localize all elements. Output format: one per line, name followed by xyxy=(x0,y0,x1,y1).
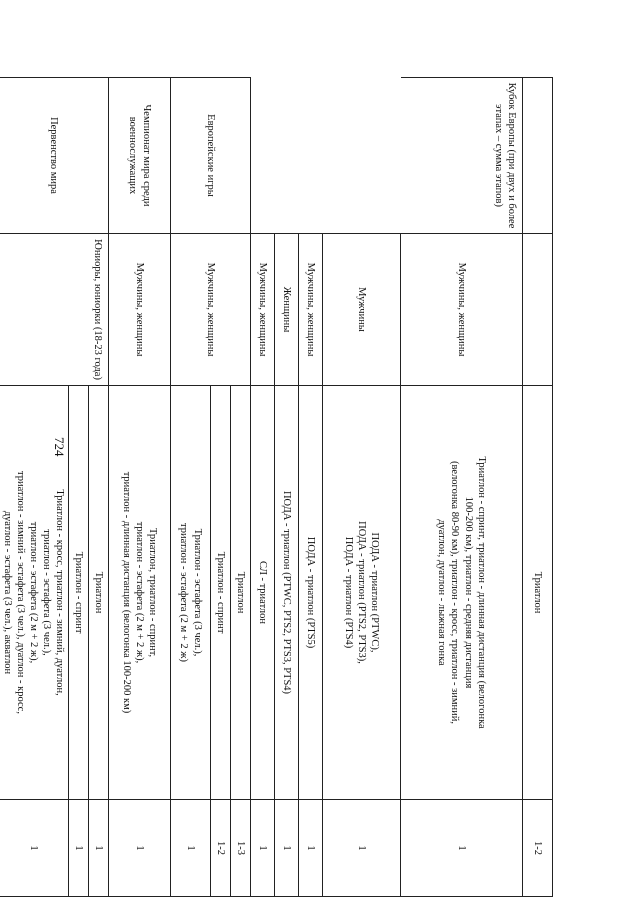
count-cell: 1 xyxy=(275,799,299,897)
discipline-cell: ПОДА - триатлон (PTWC), ПОДА - триатлон (PTS2, PTS3), ПОДА - триатлон (PTS4) xyxy=(323,385,401,799)
table-header-event xyxy=(523,77,553,233)
count-cell: 1 xyxy=(251,799,275,897)
table-header-group xyxy=(523,233,553,385)
group-cell: Мужчины, женщины xyxy=(299,233,323,385)
count-cell: 1 xyxy=(323,799,401,897)
event-cell: Европейские игры xyxy=(171,77,251,233)
discipline-cell: ПОДА - триатлон (PTS5) xyxy=(299,385,323,799)
discipline-cell: Триатлон - кросс, триатлон - зимний, дуатлон, триатлон - эстафета (3 чел.), триатлон - эстафета (2 м + 2 ж), триатлон - зимний - эстафета (3 чел.), дуатлон - кросс, дуатлон - эстафета (3 чел.), акватлон xyxy=(0,385,69,799)
count-cell: 1 xyxy=(89,799,109,897)
discipline-cell: Триатлон xyxy=(89,385,109,799)
discipline-cell: Триатлон - спринт, триатлон - длинная дистанция (велогонка 100-200 км), триатлон - средняя дистанция (велогонка 80-90 км), триатлон - кросс, триатлон - зимний, дуатлон, дуатлон - лыжная гонка xyxy=(401,385,523,799)
discipline-cell: СЛ - триатлон xyxy=(251,385,275,799)
discipline-cell: Триатлон - эстафета (3 чел.), триатлон - эстафета (2 м + 2 ж) xyxy=(171,385,211,799)
group-cell: Мужчины, женщины xyxy=(171,233,251,385)
count-cell: 1-2 xyxy=(211,799,231,897)
group-cell: Женщины xyxy=(275,233,299,385)
count-cell: 1 xyxy=(69,799,89,897)
discipline-cell: Триатлон - спринт xyxy=(211,385,231,799)
event-cell: Кубок Европы (при двух и более этапах – сумма этапов) xyxy=(401,77,523,233)
discipline-cell: Триатлон xyxy=(231,385,251,799)
count-cell: 1 xyxy=(299,799,323,897)
group-cell: Мужчины, женщины xyxy=(401,233,523,385)
count-cell: 1 xyxy=(109,799,171,897)
count-cell: 1 xyxy=(171,799,211,897)
group-cell: Мужчины, женщины xyxy=(251,233,275,385)
discipline-cell: Триатлон, триатлон - спринт, триатлон - эстафета (2 м + 2 ж), триатлон - длинная дистанция (велогонка 100-200 км) xyxy=(109,385,171,799)
group-cell: Мужчины xyxy=(323,233,401,385)
count-cell: 1 xyxy=(0,799,69,897)
discipline-cell: ПОДА - триатлон (PTWC, PTS2, PTS3, PTS4) xyxy=(275,385,299,799)
group-cell: Юниоры, юниорки (18-23 года) xyxy=(0,233,109,385)
event-cell: Первенство мира xyxy=(0,77,109,233)
page-number: 724 xyxy=(52,437,67,457)
discipline-cell: Триатлон - спринт xyxy=(69,385,89,799)
group-cell: Мужчины, женщины xyxy=(109,233,171,385)
count-cell: 1-3 xyxy=(231,799,251,897)
table-header-discipline: Триатлон xyxy=(523,385,553,799)
event-cell: Чемпионат мира среди военнослужащих xyxy=(109,77,171,233)
count-cell: 1 xyxy=(401,799,523,897)
table-header-count: 1-2 xyxy=(523,799,553,897)
